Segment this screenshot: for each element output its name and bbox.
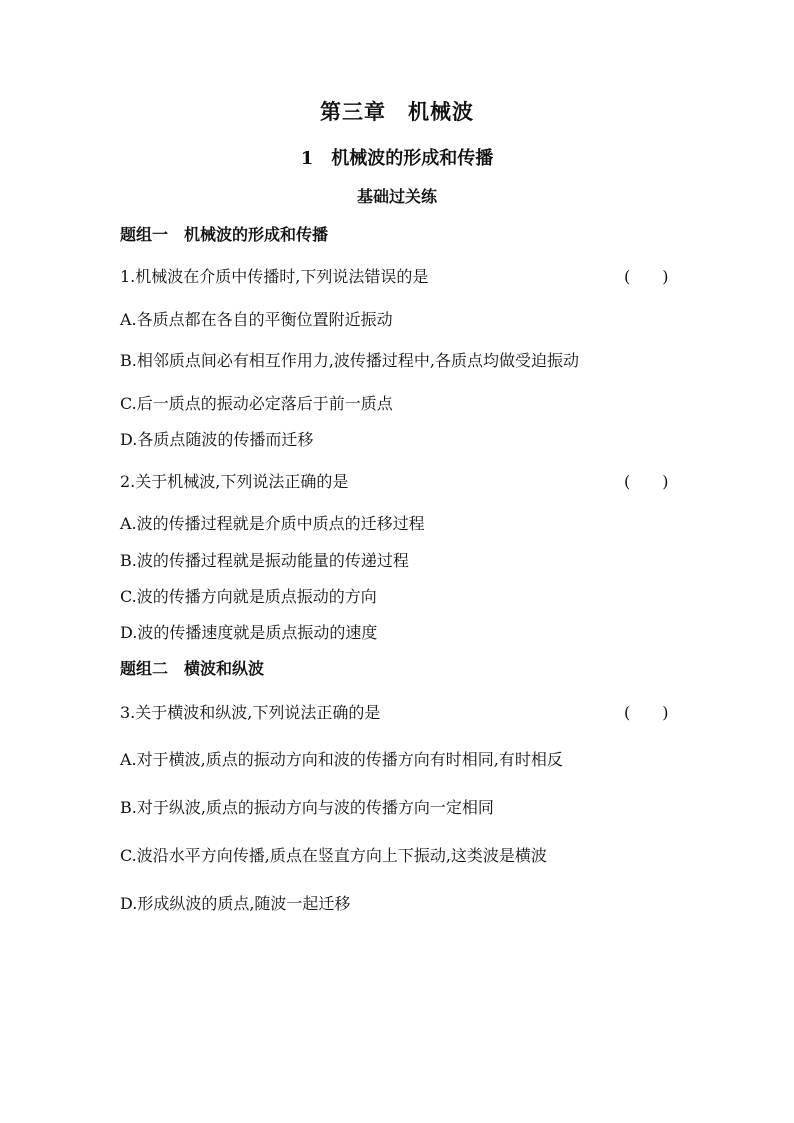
question-1-option-a: A.各质点都在各自的平衡位置附近振动 [120,310,393,329]
question-3-option-b: B.对于纵波,质点的振动方向与波的传播方向一定相同 [120,798,494,817]
practice-title: 基础过关练 [356,187,437,206]
group-heading-2: 题组二 横波和纵波 [120,659,265,678]
chapter-title: 第三章 机械波 [320,99,474,124]
group-heading-1: 题组一 机械波的形成和传播 [120,225,329,244]
question-2-option-d: D.波的传播速度就是质点振动的速度 [120,623,378,642]
question-2-stem: 2.关于机械波,下列说法正确的是 [120,472,349,491]
question-3-option-d: D.形成纵波的质点,随波一起迁移 [120,894,351,913]
question-2-option-c: C.波的传播方向就是质点振动的方向 [120,587,377,606]
question-1-answer-blank: ( ) [624,267,669,286]
question-2-option-a: A.波的传播过程就是介质中质点的迁移过程 [120,514,425,533]
question-1-option-c: C.后一质点的振动必定落后于前一质点 [120,394,393,413]
question-3-stem: 3.关于横波和纵波,下列说法正确的是 [120,703,381,722]
question-3-option-a: A.对于横波,质点的振动方向和波的传播方向有时相同,有时相反 [120,750,563,769]
question-3-answer-blank: ( ) [624,703,669,722]
question-1-option-b: B.相邻质点间必有相互作用力,波传播过程中,各质点均做受迫振动 [120,351,580,370]
question-2-option-b: B.波的传播过程就是振动能量的传递过程 [120,551,409,570]
question-2-answer-blank: ( ) [624,472,669,491]
question-1-stem: 1.机械波在介质中传播时,下列说法错误的是 [120,267,429,286]
question-3-option-c: C.波沿水平方向传播,质点在竖直方向上下振动,这类波是横波 [120,846,547,865]
question-1-option-d: D.各质点随波的传播而迁移 [120,430,314,449]
section-title: 1 机械波的形成和传播 [300,148,494,169]
